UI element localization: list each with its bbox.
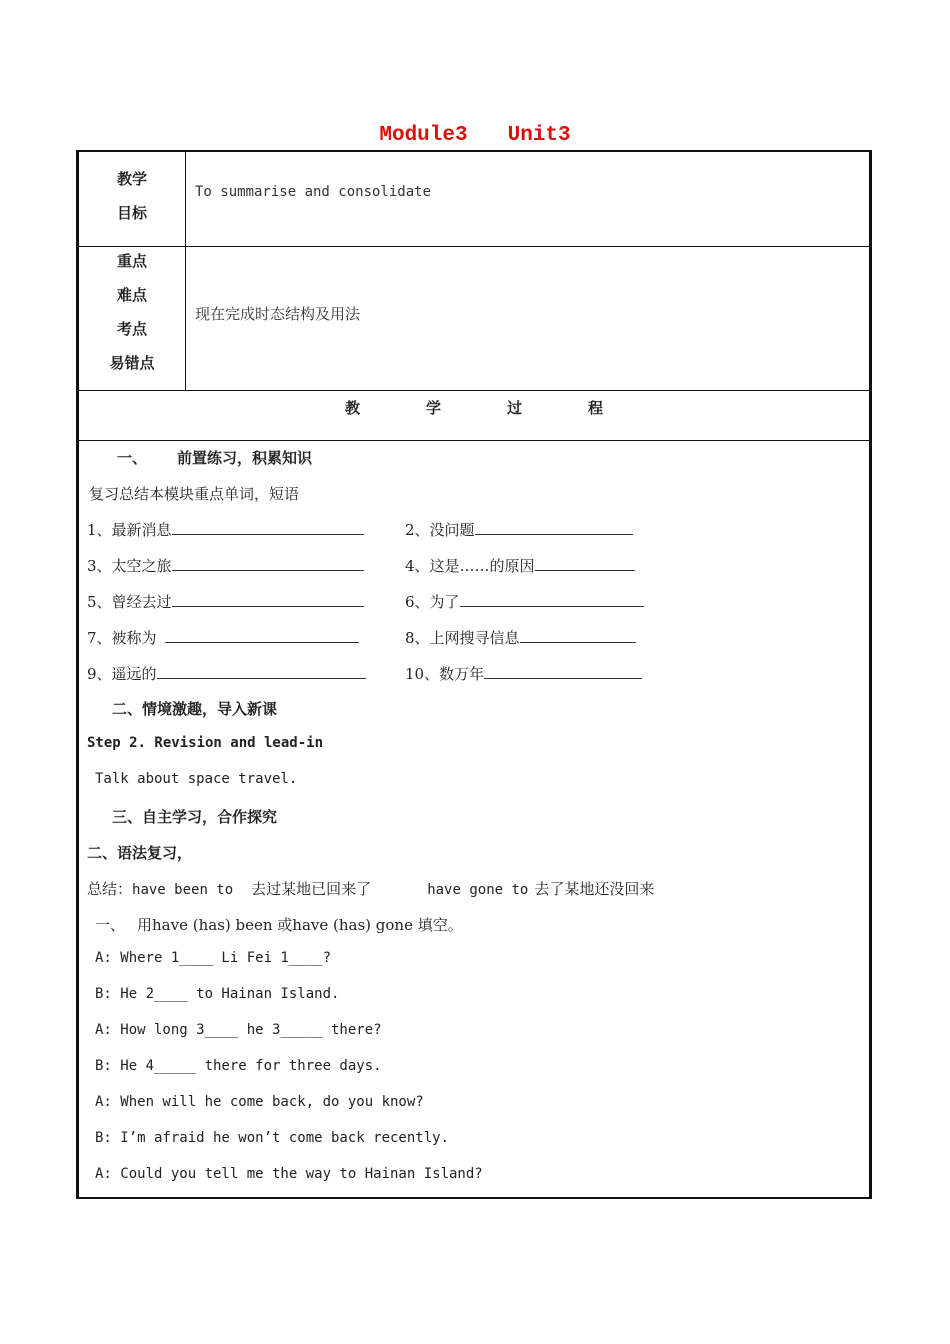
vocab-item: 1、最新消息: [87, 519, 364, 540]
row-divider: [79, 246, 869, 247]
section-3-heading: 三、自主学习，合作探究: [112, 808, 278, 826]
column-divider: [185, 152, 186, 390]
vocab-item: 10、数万年: [405, 663, 642, 684]
vocab-item: 9、遥远的: [87, 663, 366, 684]
page-title: [0, 124, 950, 147]
row-divider: [79, 390, 869, 391]
dialogue-line: B: He 4_____ there for three days.: [95, 1058, 382, 1074]
dialogue-line: A: When will he come back, do you know?: [95, 1094, 424, 1110]
exercise-instruction: 一、 用have (has) been 或have (has) gone 填空。: [95, 916, 463, 934]
dialogue-line: A: How long 3____ he 3_____ there?: [95, 1022, 382, 1038]
title-unit: Unit3: [507, 124, 571, 147]
vocab-item: 8、上网搜寻信息: [405, 627, 636, 648]
vocab-item: 5、曾经去过: [87, 591, 364, 612]
vocab-item: 7、被称为: [87, 627, 359, 648]
title-module: Module3: [379, 124, 468, 147]
teaching-process-header: 教 学 过 程: [344, 399, 604, 417]
vocab-item: 2、没问题: [405, 519, 633, 540]
talk-prompt: Talk about space travel.: [95, 771, 298, 787]
row-divider: [79, 440, 869, 441]
lesson-table: [76, 150, 872, 1199]
dialogue-line: B: He 2____ to Hainan Island.: [95, 986, 340, 1002]
grammar-summary: 总结：have been to 去过某地已回来了 have gone to 去了某地还没回来: [87, 880, 655, 898]
section-1-heading: 一、 前置练习，积累知识: [117, 449, 313, 467]
key-points-label: 重点 难点 考点 易错点: [109, 252, 155, 372]
dialogue-line: B: I’m afraid he won’t come back recently.: [95, 1130, 450, 1146]
vocab-item: 3、太空之旅: [87, 555, 364, 576]
vocab-item: 6、为了: [405, 591, 644, 612]
key-points-text: 现在完成时态结构及用法: [195, 305, 361, 323]
step-2-heading: Step 2. Revision and lead-in: [87, 735, 324, 751]
objective-text: To summarise and consolidate: [195, 184, 432, 200]
objective-label: 教学 目标: [116, 170, 147, 222]
dialogue-line: A: Could you tell me the way to Hainan Island?: [95, 1166, 483, 1182]
review-intro: 复习总结本模块重点单词，短语: [89, 485, 300, 503]
vocab-item: 4、这是……的原因: [405, 555, 635, 576]
grammar-heading: 二、语法复习，: [87, 844, 193, 862]
section-2-heading: 二、情境激趣，导入新课: [112, 700, 278, 718]
dialogue-line: A: Where 1____ Li Fei 1____?: [95, 950, 332, 966]
